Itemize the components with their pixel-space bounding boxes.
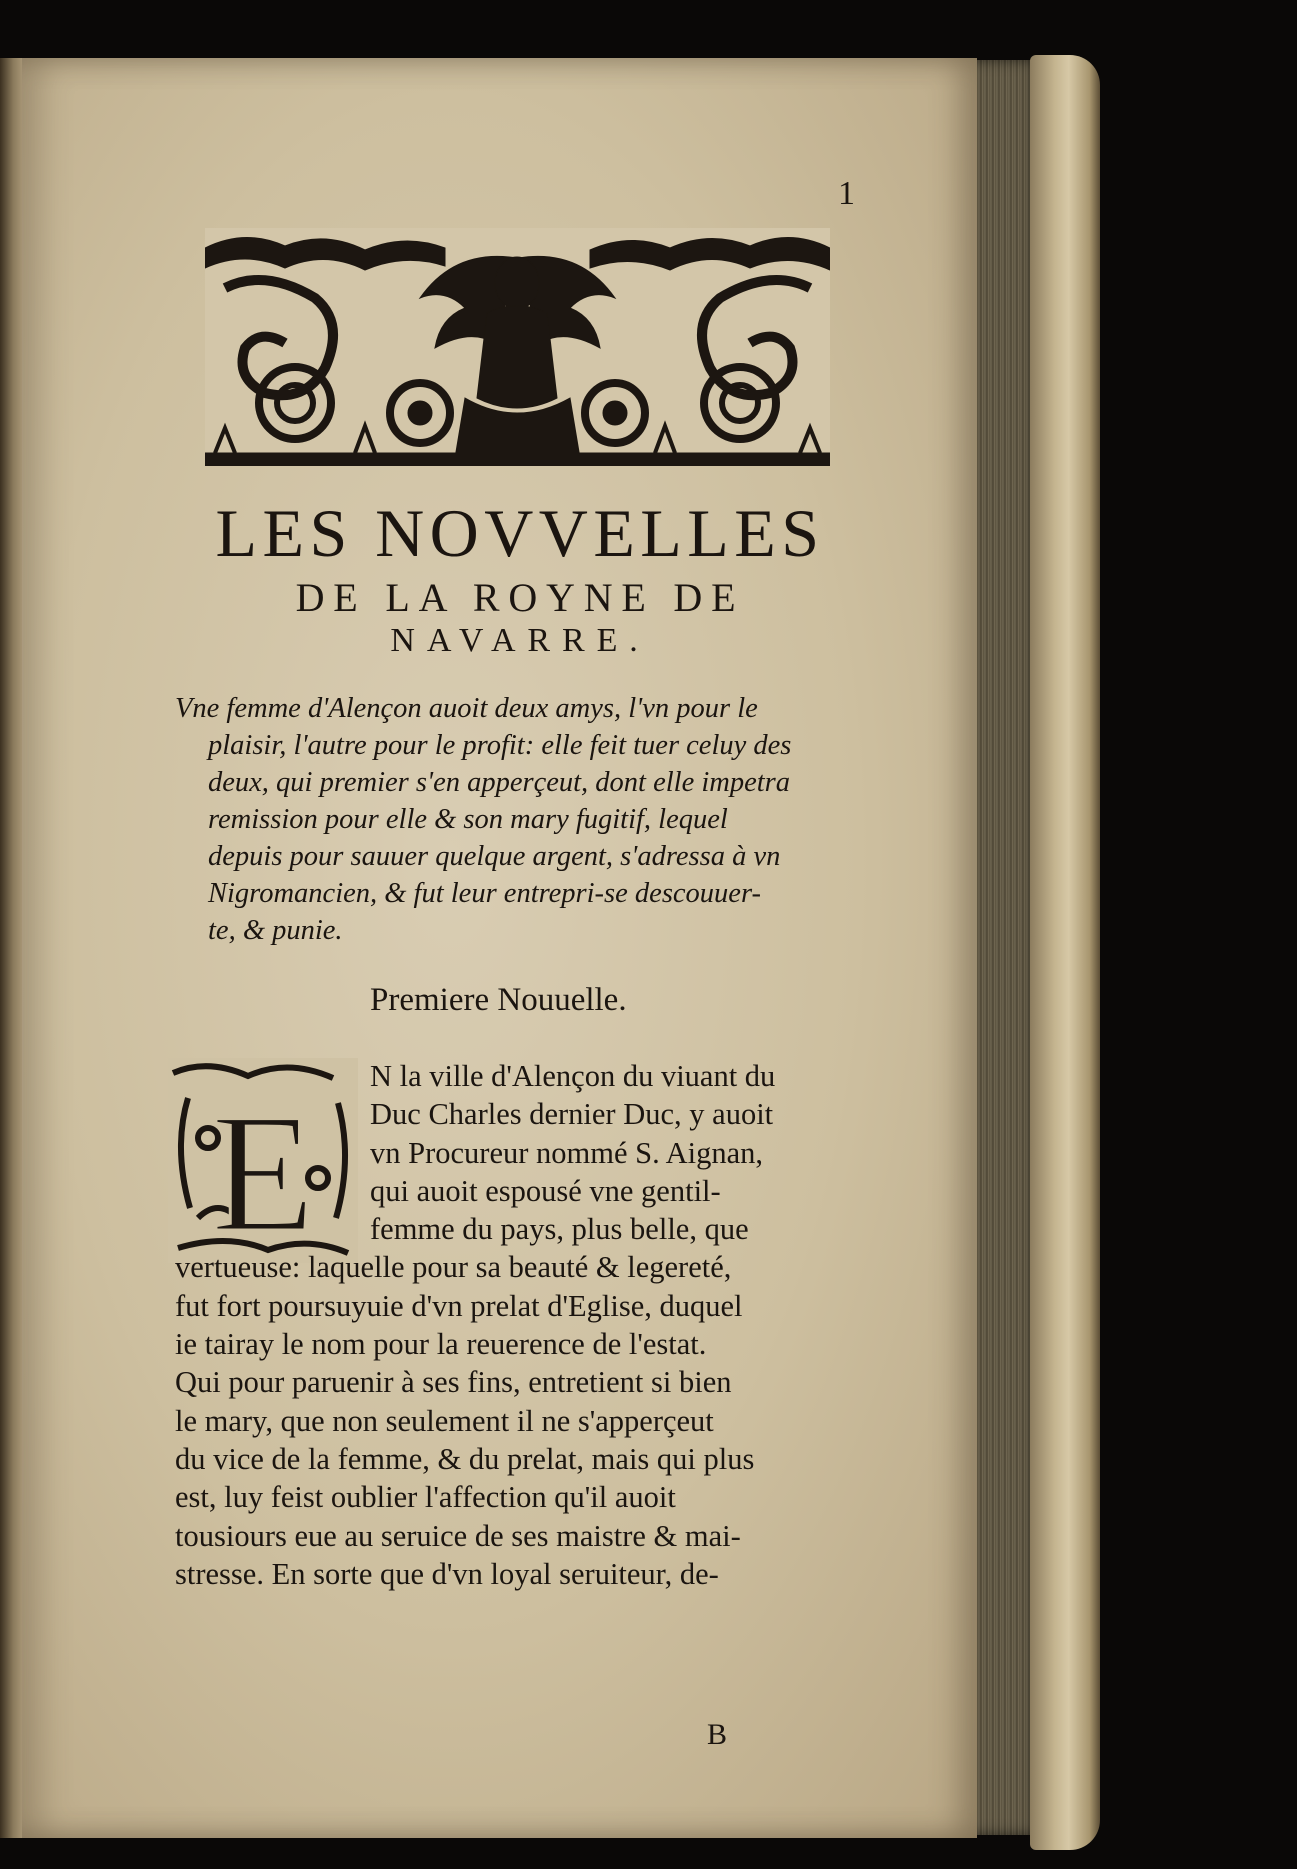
body-line: vertueuse: laquelle pour sa beauté & legereté, (175, 1250, 732, 1285)
summary-line: depuis pour sauuer quelque argent, s'adressa à vn (208, 841, 781, 872)
summary-line: te, & punie. (208, 915, 343, 946)
svg-text:E: E (211, 1079, 315, 1263)
body-line: le mary, que non seulement il ne s'apperçeut (175, 1403, 714, 1438)
body-line: tousiours eue au seruice de ses maistre & mai- (175, 1518, 741, 1553)
folio-number: 1 (838, 175, 855, 212)
body-line: stresse. En sorte que d'vn loyal seruiteur, de- (175, 1556, 719, 1591)
body-line: du vice de la femme, & du prelat, mais qui plus (175, 1441, 755, 1476)
title-line-3: NAVARRE. (390, 622, 650, 659)
body-line: Duc Charles dernier Duc, y auoit (370, 1097, 774, 1132)
book-binding (1030, 55, 1100, 1850)
signature-mark: B (707, 1718, 728, 1751)
nouvelle-heading: Premiere Nouuelle. (370, 982, 627, 1018)
body-line: ie tairay le nom pour la reuerence de l'estat. (175, 1327, 707, 1362)
title-line-2: DE LA ROYNE DE (295, 575, 745, 620)
body-line: est, luy feist oublier l'affection qu'il auoit (175, 1480, 676, 1515)
body-line: Qui pour paruenir à ses fins, entretient si bien (175, 1365, 732, 1400)
body-line: vn Procureur nommé S. Aignan, (370, 1135, 764, 1170)
summary-line: plaisir, l'autre pour le profit: elle feit tuer celuy des (208, 730, 792, 761)
summary-line: Nigromancien, & fut leur entrepri-se descouuer- (208, 878, 761, 909)
title-line-1: LES NOVVELLES (215, 495, 825, 571)
chapter-summary (175, 690, 875, 949)
facing-page-edge (0, 58, 22, 1838)
body-line: N la ville d'Alençon du viuant du (370, 1059, 776, 1093)
body-text (175, 1057, 880, 1593)
body-line: qui auoit espousé vne gentil- (370, 1173, 721, 1208)
summary-line: remission pour elle & son mary fugitif, lequel (208, 804, 728, 835)
body-line: fut fort poursuyuie d'vn prelat d'Eglise, duquel (175, 1288, 743, 1323)
summary-line: deux, qui premier s'en apperçeut, dont elle impetra (208, 767, 791, 798)
woodcut-headpiece-ornament-icon (205, 228, 830, 466)
body-line: femme du pays, plus belle, que (370, 1212, 749, 1247)
summary-line: Vne femme d'Alençon auoit deux amys, l'vn pour le (175, 693, 758, 724)
